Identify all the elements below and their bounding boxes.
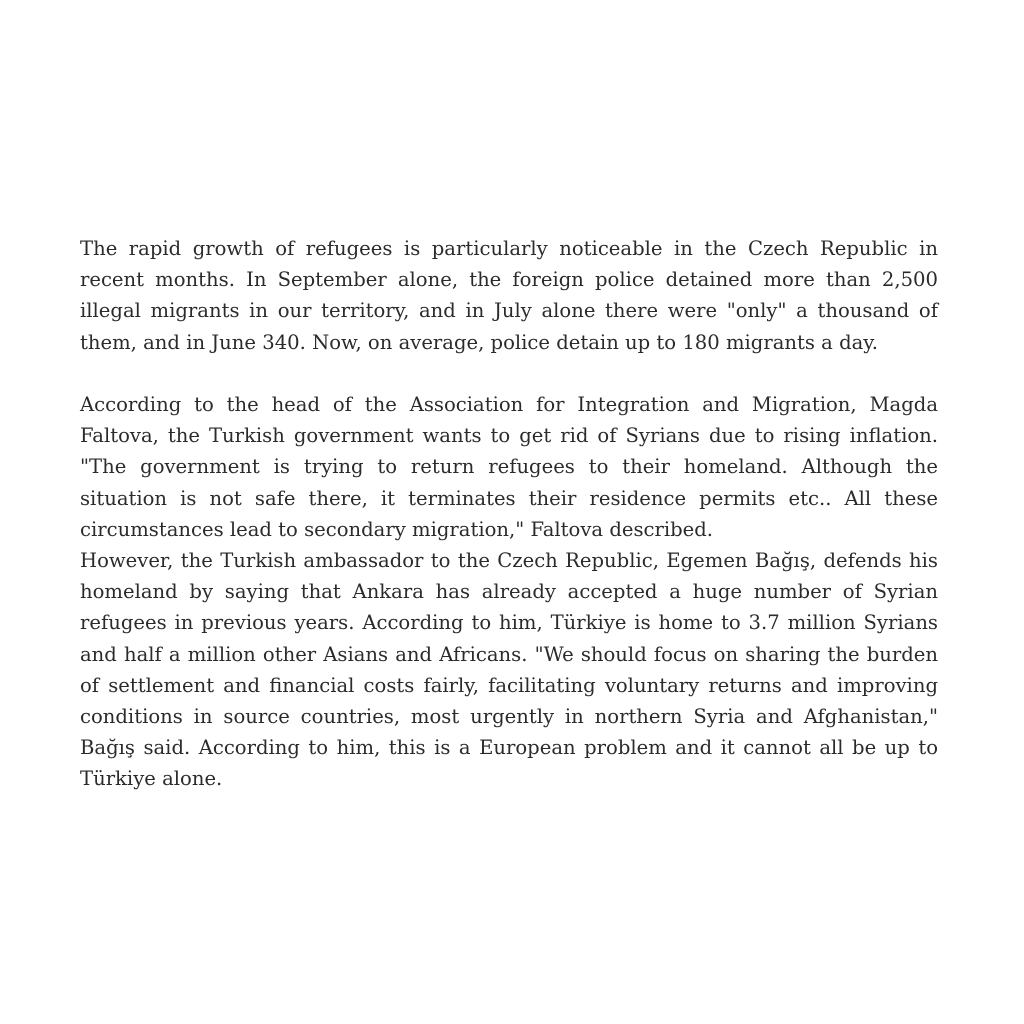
- article-body: [80, 233, 938, 795]
- paragraph-refugee-growth: The rapid growth of refugees is particularly noticeable in the Czech Republic in recent months. In September alone, the foreign police detained more than 2,500 illegal migrants in our territory, and in July alone there were "only" a thousand of them, and in June 340. Now, on average, police detain up to 180 migrants a day.: [80, 237, 938, 354]
- paragraph-association-statement: According to the head of the Association for Integration and Migration, Magda Faltova, the Turkish government wants to get rid of Syrians due to rising inflation. "The government is trying to return refugees to their homeland. Although the situation is not safe there, it terminates their residence permits etc.. All these circumstances lead to secondary migration," Faltova described.: [80, 393, 938, 541]
- paragraph-ambassador-statement: However, the Turkish ambassador to the Czech Republic, Egemen Bağış, defends his homeland by saying that Ankara has already accepted a huge number of Syrian refugees in previous years. According to him, Türkiye is home to 3.7 million Syrians and half a million other Asians and Africans. "We should focus on sharing the burden of settlement and financial costs fairly, facilitating voluntary returns and improving conditions in source countries, most urgently in northern Syria and Afghanistan," Bağış said. According to him, this is a European problem and it cannot all be up to Türkiye alone.: [80, 549, 938, 791]
- paragraph-spacer: [80, 358, 938, 389]
